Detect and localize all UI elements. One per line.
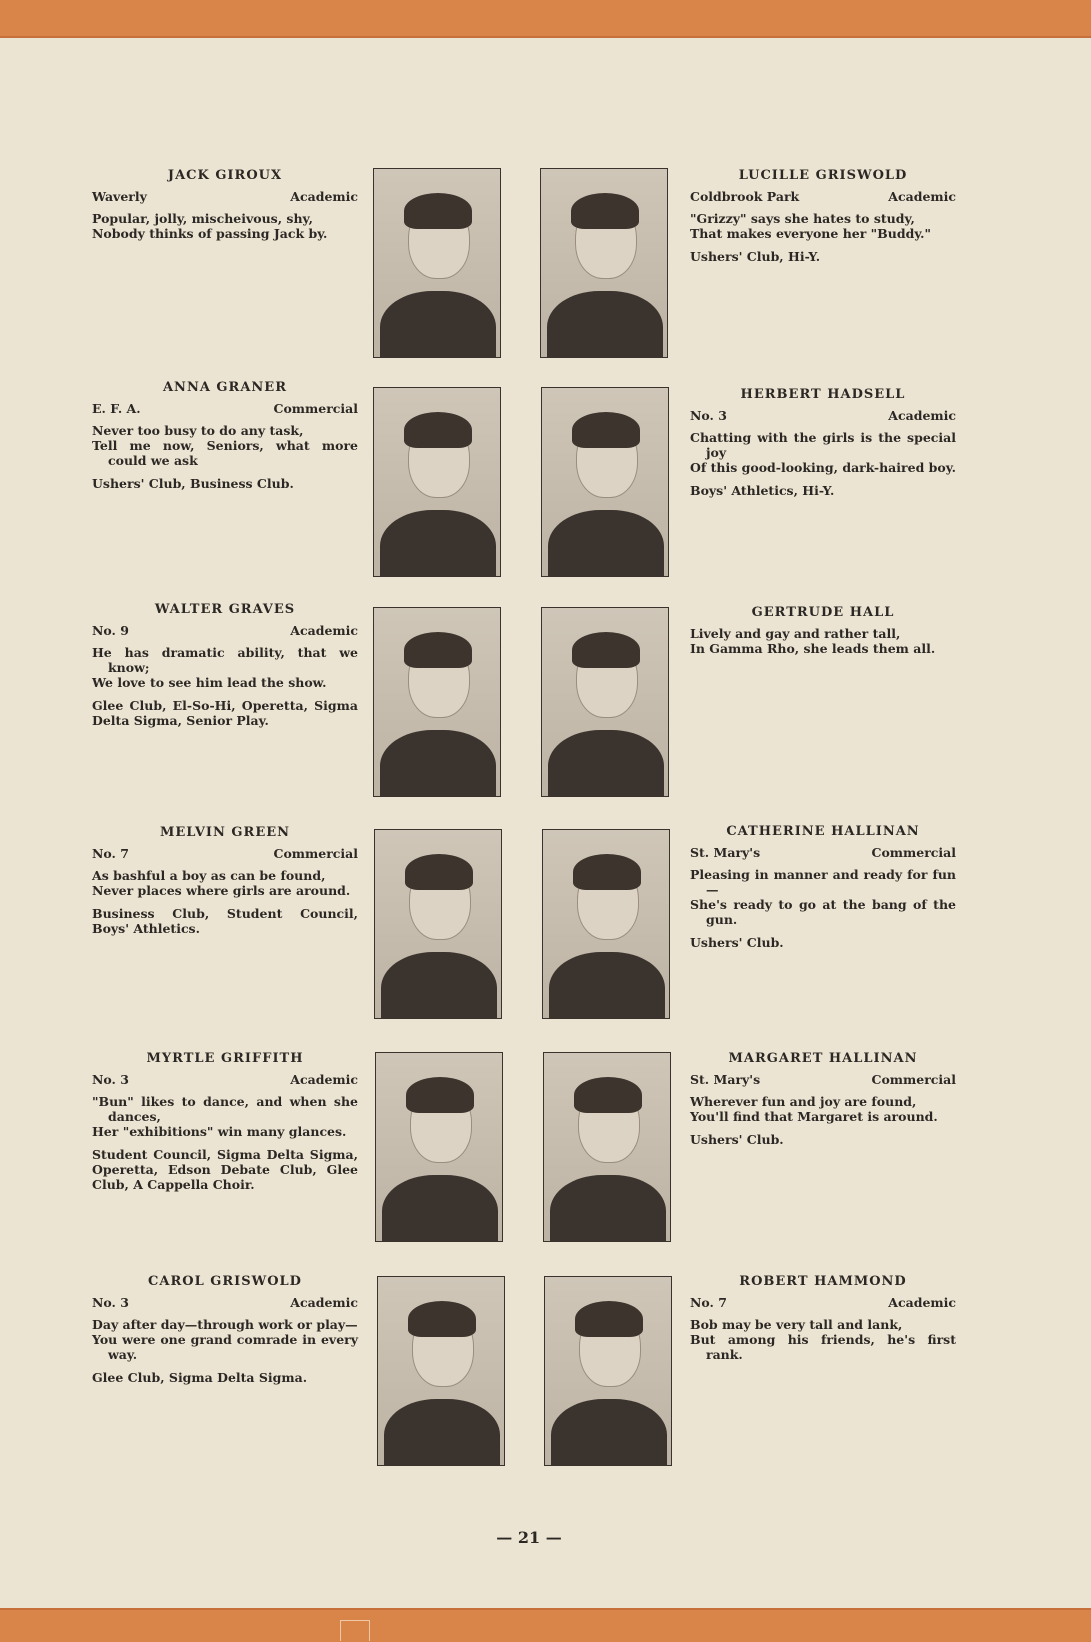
portrait-photo-margaret-hallinan bbox=[543, 1052, 671, 1242]
student-origin: Coldbrook Park bbox=[690, 189, 800, 204]
verse-line: Never too busy to do any task, bbox=[92, 423, 304, 438]
senior-entry-herbert-hadsell bbox=[690, 387, 956, 498]
verse-line: You were one grand comrade in every way. bbox=[92, 1332, 358, 1362]
student-course: Commercial bbox=[871, 845, 956, 860]
verse-line: Wherever fun and joy are found, bbox=[690, 1094, 917, 1109]
page-number: — 21 — bbox=[496, 1528, 562, 1547]
student-origin: St. Mary's bbox=[690, 845, 761, 860]
senior-entry-jack-giroux bbox=[92, 168, 358, 241]
student-activities: Boys' Athletics, Hi-Y. bbox=[690, 483, 835, 498]
student-course: Academic bbox=[888, 189, 956, 204]
student-course: Academic bbox=[290, 1072, 358, 1087]
verse-line: Never places where girls are around. bbox=[92, 883, 351, 898]
student-activities: Business Club, Student Council, Boys' Athletics. bbox=[92, 906, 358, 936]
student-meta bbox=[92, 1072, 358, 1087]
student-verse bbox=[690, 1317, 956, 1362]
student-meta bbox=[92, 1295, 358, 1310]
verse-line: Bob may be very tall and lank, bbox=[690, 1317, 903, 1332]
student-verse bbox=[690, 430, 956, 475]
verse-line: In Gamma Rho, she leads them all. bbox=[690, 641, 936, 656]
student-meta bbox=[92, 401, 358, 416]
senior-entry-lucille-griswold bbox=[690, 168, 956, 264]
senior-entry-melvin-green bbox=[92, 825, 358, 936]
portrait-photo-myrtle-griffith bbox=[375, 1052, 503, 1242]
student-name: ROBERT HAMMOND bbox=[739, 1274, 907, 1289]
student-name: MELVIN GREEN bbox=[159, 825, 291, 840]
senior-entry-gertrude-hall bbox=[690, 605, 956, 656]
portrait-photo-anna-graner bbox=[373, 387, 501, 577]
student-origin: No. 9 bbox=[92, 623, 129, 638]
student-origin: St. Mary's bbox=[690, 1072, 761, 1087]
portrait-photo-carol-griswold bbox=[377, 1276, 505, 1466]
verse-line: He has dramatic ability, that we know; bbox=[92, 645, 358, 675]
student-origin: No. 3 bbox=[690, 408, 727, 423]
verse-line: Pleasing in manner and ready for fun— bbox=[690, 867, 956, 897]
student-activities: Ushers' Club. bbox=[690, 1132, 784, 1147]
student-verse bbox=[92, 645, 358, 690]
student-course: Academic bbox=[888, 408, 956, 423]
student-origin: Waverly bbox=[92, 189, 147, 204]
senior-entry-margaret-hallinan bbox=[690, 1051, 956, 1147]
student-activities: Glee Club, Sigma Delta Sigma. bbox=[92, 1370, 308, 1385]
student-activities: Glee Club, El-So-Hi, Operetta, Sigma Delta Sigma, Senior Play. bbox=[92, 698, 358, 728]
student-course: Academic bbox=[888, 1295, 956, 1310]
verse-line: "Bun" likes to dance, and when she dances, bbox=[92, 1094, 358, 1124]
portrait-photo-herbert-hadsell bbox=[541, 387, 669, 577]
verse-line: But among his friends, he's first rank. bbox=[690, 1332, 956, 1362]
student-meta bbox=[690, 189, 956, 204]
portrait-photo-lucille-griswold bbox=[540, 168, 668, 358]
portrait-photo-melvin-green bbox=[374, 829, 502, 1019]
student-course: Commercial bbox=[273, 846, 358, 861]
verse-line: Tell me now, Seniors, what more could we ask bbox=[92, 438, 358, 468]
verse-line: Chatting with the girls is the special joy bbox=[690, 430, 956, 460]
student-origin: No. 3 bbox=[92, 1072, 129, 1087]
student-verse bbox=[690, 626, 956, 656]
verse-line: We love to see him lead the show. bbox=[92, 675, 327, 690]
senior-entry-catherine-hallinan bbox=[690, 824, 956, 950]
student-activities: Ushers' Club, Hi-Y. bbox=[690, 249, 821, 264]
senior-entry-robert-hammond bbox=[690, 1274, 956, 1362]
verse-line: You'll find that Margaret is around. bbox=[690, 1109, 938, 1124]
student-origin: No. 7 bbox=[92, 846, 129, 861]
student-verse bbox=[690, 211, 956, 241]
verse-line: She's ready to go at the bang of the gun. bbox=[690, 897, 956, 927]
student-activities: Ushers' Club, Business Club. bbox=[92, 476, 294, 491]
verse-line: Popular, jolly, mischeivous, shy, bbox=[92, 211, 313, 226]
senior-entry-myrtle-griffith bbox=[92, 1051, 358, 1192]
student-activities: Ushers' Club. bbox=[690, 935, 784, 950]
verse-line: As bashful a boy as can be found, bbox=[92, 868, 326, 883]
senior-entry-anna-graner bbox=[92, 380, 358, 491]
student-course: Commercial bbox=[273, 401, 358, 416]
student-name: GERTRUDE HALL bbox=[751, 605, 895, 620]
student-meta bbox=[92, 623, 358, 638]
portrait-photo-robert-hammond bbox=[544, 1276, 672, 1466]
student-activities: Student Council, Sigma Delta Sigma, Operetta, Edson Debate Club, Glee Club, A Cappella Choir. bbox=[92, 1147, 358, 1192]
student-verse bbox=[92, 211, 358, 241]
verse-line: Of this good-looking, dark-haired boy. bbox=[690, 460, 956, 475]
portrait-photo-catherine-hallinan bbox=[542, 829, 670, 1019]
portrait-photo-gertrude-hall bbox=[541, 607, 669, 797]
student-verse bbox=[690, 1094, 956, 1124]
student-name: WALTER GRAVES bbox=[154, 602, 296, 617]
student-name: ANNA GRANER bbox=[162, 380, 288, 395]
verse-line: Day after day—through work or play— bbox=[92, 1317, 358, 1332]
student-meta bbox=[690, 408, 956, 423]
verse-line: Her "exhibitions" win many glances. bbox=[92, 1124, 347, 1139]
student-meta bbox=[92, 846, 358, 861]
student-origin: E. F. A. bbox=[92, 401, 141, 416]
student-course: Academic bbox=[290, 1295, 358, 1310]
student-verse bbox=[92, 868, 358, 898]
student-origin: No. 7 bbox=[690, 1295, 727, 1310]
student-name: HERBERT HADSELL bbox=[740, 387, 906, 402]
student-course: Commercial bbox=[871, 1072, 956, 1087]
bottom-orange-band bbox=[0, 1608, 1091, 1642]
portrait-photo-jack-giroux bbox=[373, 168, 501, 358]
student-meta bbox=[92, 189, 358, 204]
student-origin: No. 3 bbox=[92, 1295, 129, 1310]
verse-line: Nobody thinks of passing Jack by. bbox=[92, 226, 328, 241]
verse-line: Lively and gay and rather tall, bbox=[690, 626, 901, 641]
senior-entry-carol-griswold bbox=[92, 1274, 358, 1385]
student-name: CAROL GRISWOLD bbox=[148, 1274, 302, 1289]
student-name: JACK GIROUX bbox=[167, 168, 283, 183]
verse-line: That makes everyone her "Buddy." bbox=[690, 226, 932, 241]
student-name: MYRTLE GRIFFITH bbox=[146, 1051, 304, 1066]
student-name: LUCILLE GRISWOLD bbox=[738, 168, 908, 183]
binding-tab bbox=[340, 1620, 370, 1641]
student-meta bbox=[690, 1072, 956, 1087]
student-meta bbox=[690, 845, 956, 860]
verse-line: "Grizzy" says she hates to study, bbox=[690, 211, 915, 226]
student-meta bbox=[690, 1295, 956, 1310]
student-verse bbox=[92, 423, 358, 468]
portrait-photo-walter-graves bbox=[373, 607, 501, 797]
student-name: CATHERINE HALLINAN bbox=[726, 824, 920, 839]
student-verse bbox=[690, 867, 956, 927]
student-verse bbox=[92, 1094, 358, 1139]
student-course: Academic bbox=[290, 189, 358, 204]
student-name: MARGARET HALLINAN bbox=[728, 1051, 918, 1066]
senior-entry-walter-graves bbox=[92, 602, 358, 728]
student-course: Academic bbox=[290, 623, 358, 638]
student-verse bbox=[92, 1317, 358, 1362]
